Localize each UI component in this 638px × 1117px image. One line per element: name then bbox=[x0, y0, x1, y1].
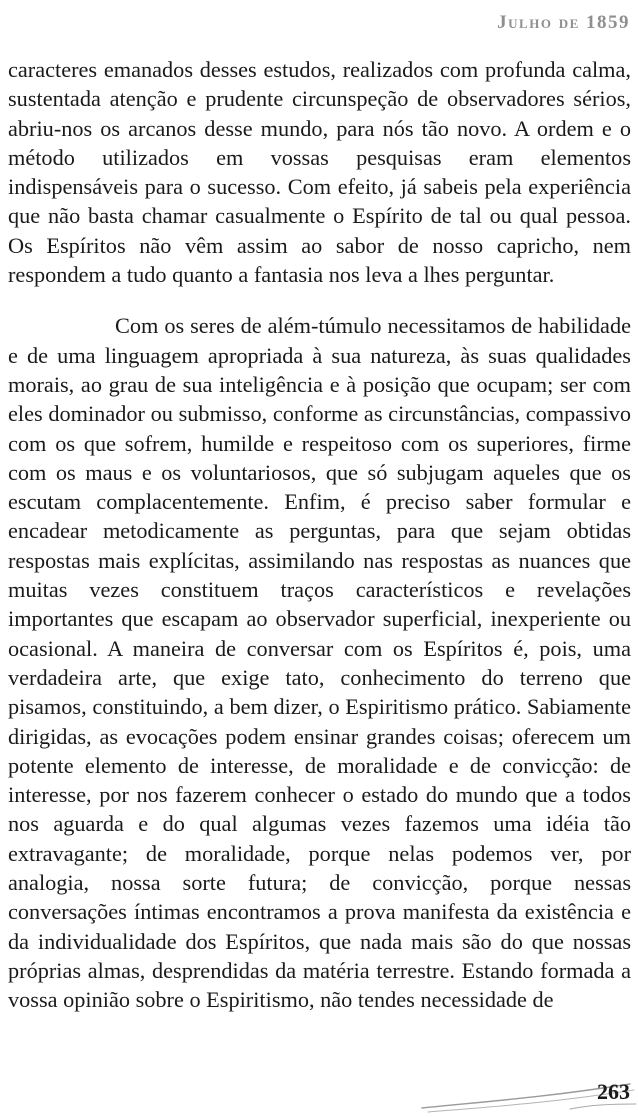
page-number: 263 bbox=[597, 1079, 630, 1104]
paragraph-2: Com os seres de além-túmulo necessitamos de habilidade e de uma linguagem apropriada à sua natureza, às suas qualidades morais, ao grau de sua inteligência e à posição que ocupam; ser com eles dominador ou submisso, conforme as circunstâncias, compassivo com os que sofrem, humilde e respeitoso com os superiores, firme com os maus e os voluntariosos, que só subjugam aqueles que os escutam complacentemente. Enfim, é preciso saber formular e encadear metodicamente as perguntas, para que sejam obtidas respostas mais explícitas, assimilando nas respostas as nuances que muitas vezes constituem traços característicos e revelações importantes que escapam ao observador superficial, inexperiente ou ocasional. A maneira de conversar com os Espíritos é, pois, uma verdadeira arte, que exige tato, conhecimento do terreno que pisamos, constituindo, a bem dizer, o Espiritismo prático. Sabiamente dirigidas, as evocações podem ensinar grandes coisas; oferecem um potente elemento de interesse, de moralidade e de convicção: de interesse, por nos fazerem conhecer o estado do mundo que a todos nos aguarda e do qual algumas vezes fazemos uma idéia tão extravagante; de moralidade, porque nelas podemos ver, por analogia, nossa sorte futura; de convicção, porque nessas conversações íntimas encontramos a prova manifesta da existência e da individualidade dos Espíritos, que nada mais são do que nossas próprias almas, desprendidas da matéria terrestre. Estando formada a vossa opinião sobre o Espiritismo, não tendes necessidade de bbox=[8, 313, 631, 1013]
paragraph-1: caracteres emanados desses estudos, realizados com profunda calma, sustentada atenção e prudente circunspeção de observadores sérios, abriu-nos os arcanos desse mundo, para nós tão novo. A ordem e o método utilizados em vossas pesquisas eram elementos indispensáveis para o sucesso. Com efeito, já sabeis pela experiência que não basta chamar casualmente o Espírito de tal ou qual pessoa. Os Espíritos não vêm assim ao sabor de nosso capricho, nem respondem a tudo quanto a fantasia nos leva a lhes perguntar. bbox=[8, 57, 631, 288]
running-header: Julho de 1859 bbox=[497, 12, 630, 33]
body-text bbox=[8, 55, 631, 1015]
